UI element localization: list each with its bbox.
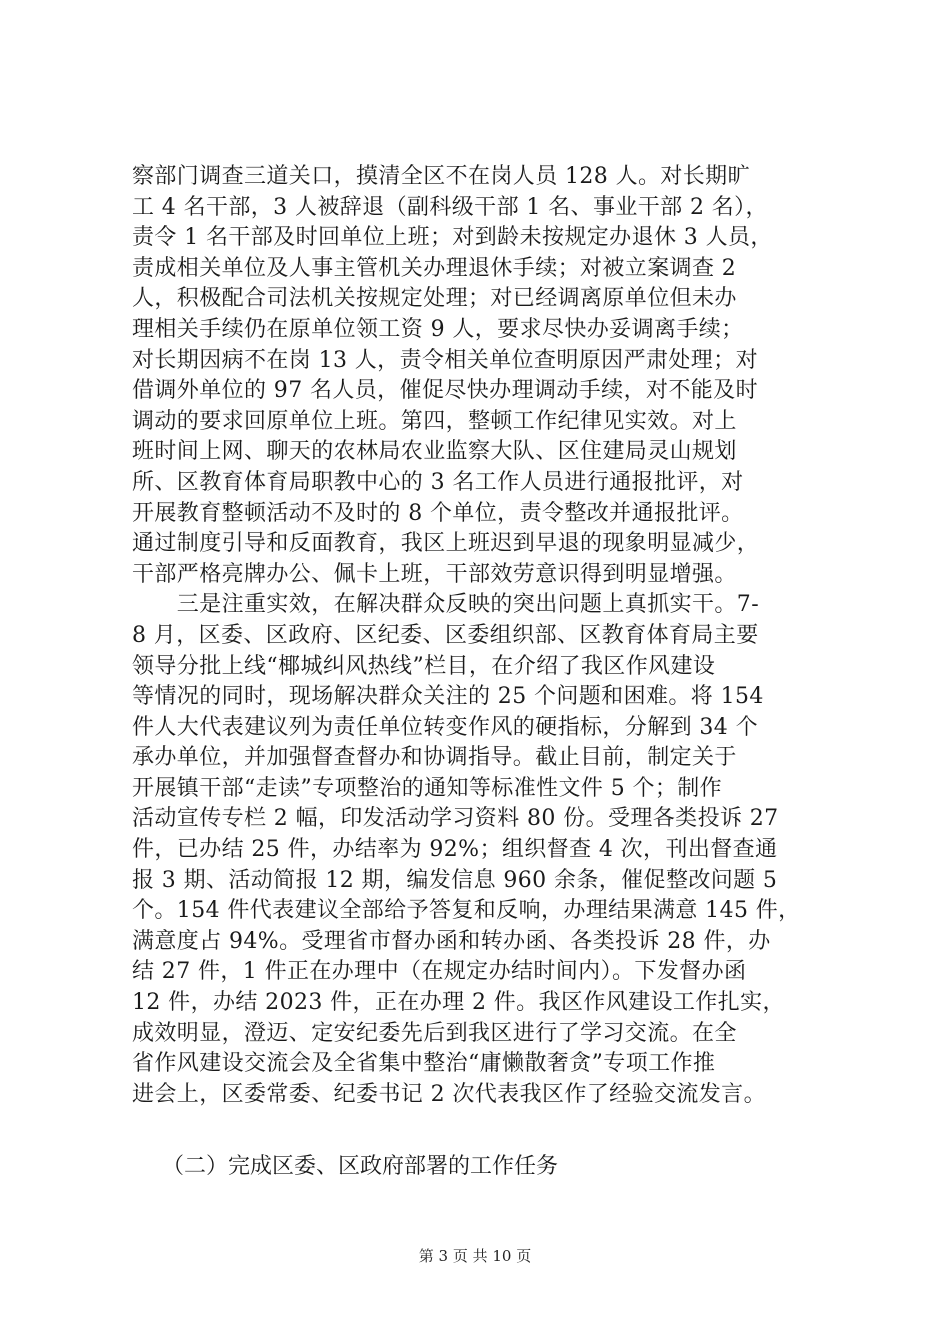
text-line: 等情况的同时，现场解决群众关注的 25 个问题和困难。将 154 <box>132 684 764 710</box>
text-line: 理相关手续仍在原单位领工资 9 人，要求尽快办妥调离手续； <box>132 316 744 342</box>
text-line: 件，已办结 25 件，办结率为 92%；组织督查 4 次，刊出督查通 <box>132 837 778 863</box>
text-line: 责成相关单位及人事主管机关办理退休手续；对被立案调查 2 <box>132 255 737 281</box>
text-line: 结 27 件，1 件正在办理中（在规定办结时间内）。下发督办函 <box>132 959 747 985</box>
text-line: 责令 1 名干部及时回单位上班；对到龄未按规定办退休 3 人员， <box>132 225 773 251</box>
body-text <box>132 162 832 1110</box>
text-line: 通过制度引导和反面教育，我区上班迟到早退的现象明显减少， <box>132 531 760 557</box>
text-line: 干部严格亮牌办公、佩卡上班，干部效劳意识得到明显增强。 <box>132 561 737 587</box>
page-number: 第 3 页 共 10 页 <box>418 1247 532 1265</box>
text-line: 8 月，区委、区政府、区纪委、区委组织部、区教育体育局主要 <box>132 622 759 648</box>
text-line: 人，积极配合司法机关按规定处理；对已经调离原单位但未办 <box>132 286 737 312</box>
section-heading: （二）完成区委、区政府部署的工作任务 <box>162 1154 559 1179</box>
text-line: 调动的要求回原单位上班。第四，整顿工作纪律见实效。对上 <box>132 408 737 434</box>
text-line: 12 件，办结 2023 件，正在办理 2 件。我区作风建设工作扎实， <box>132 990 785 1016</box>
text-line: 三是注重实效，在解决群众反映的突出问题上真抓实干。7- <box>132 592 760 618</box>
text-line: 领导分批上线“椰城纠风热线”栏目，在介绍了我区作风建设 <box>132 653 716 679</box>
text-line: 开展教育整顿活动不及时的 8 个单位，责令整改并通报批评。 <box>132 500 744 526</box>
text-line: 对长期因病不在岗 13 人，责令相关单位查明原因严肃处理；对 <box>132 347 758 373</box>
text-line: 班时间上网、聊天的农林局农业监察大队、区住建局灵山规划 <box>132 439 737 465</box>
text-line: 成效明显，澄迈、定安纪委先后到我区进行了学习交流。在全 <box>132 1020 737 1046</box>
text-line: 借调外单位的 97 名人员，催促尽快办理调动手续，对不能及时 <box>132 378 758 404</box>
text-line: 件人大代表建议列为责任单位转变作风的硬指标，分解到 34 个 <box>132 714 758 740</box>
text-line: 报 3 期、活动简报 12 期，编发信息 960 余条，催促整改问题 5 <box>132 867 778 893</box>
text-line: 个。154 件代表建议全部给予答复和反响，办理结果满意 145 件， <box>132 898 801 924</box>
text-line: 察部门调查三道关口，摸清全区不在岗人员 128 人。对长期旷 <box>132 164 750 189</box>
text-line: 所、区教育体育局职教中心的 3 名工作人员进行通报批评，对 <box>132 469 744 495</box>
text-line: 进会上，区委常委、纪委书记 2 次代表我区作了经验交流发言。 <box>132 1081 766 1107</box>
text-line: 工 4 名干部，3 人被辞退（副科级干部 1 名、事业干部 2 名）， <box>132 194 768 220</box>
text-line: 满意度占 94%。受理省市督办函和转办函、各类投诉 28 件，办 <box>132 928 771 954</box>
text-line: 活动宣传专栏 2 幅，印发活动学习资料 80 份。受理各类投诉 27 <box>132 806 779 832</box>
text-line: 承办单位，并加强督查督办和协调指导。截止目前，制定关于 <box>132 745 737 771</box>
text-line: 开展镇干部“走读”专项整治的通知等标准性文件 5 个；制作 <box>132 775 723 801</box>
text-line: 省作风建设交流会及全省集中整治“庸懒散奢贪”专项工作推 <box>132 1051 716 1077</box>
